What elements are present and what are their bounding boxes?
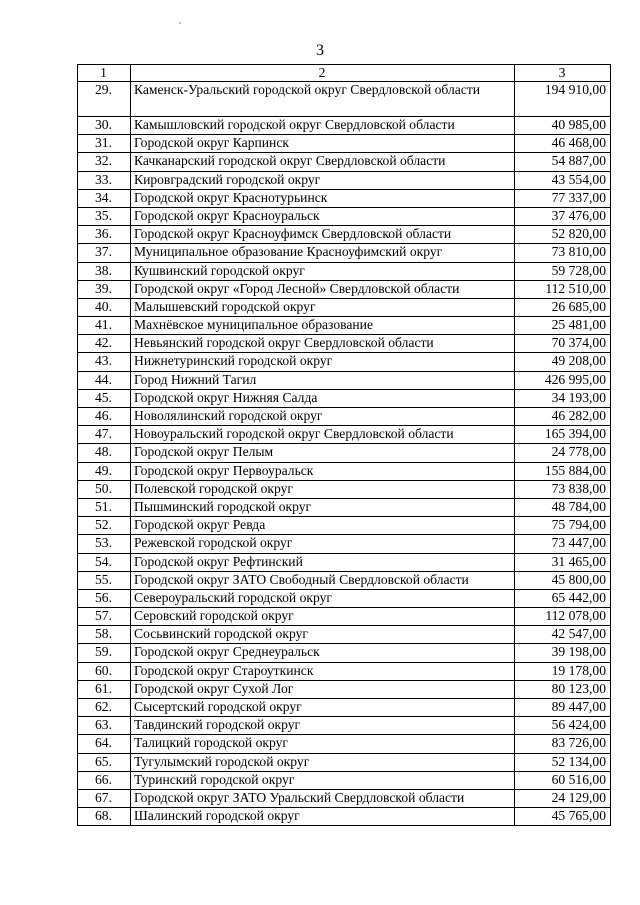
row-number: 49. <box>78 462 131 480</box>
amount-value: 45 765,00 <box>515 808 611 826</box>
row-number: 43. <box>78 353 131 371</box>
column-header-number: 1 <box>78 65 131 82</box>
amount-value: 37 476,00 <box>515 207 611 225</box>
table-row <box>78 353 611 371</box>
municipality-name: Городской округ Сухой Лог <box>131 680 515 698</box>
row-number: 38. <box>78 262 131 280</box>
table-row <box>78 171 611 189</box>
municipality-name: Городской округ Первоуральск <box>131 462 515 480</box>
municipality-name: Городской округ Среднеуральск <box>131 644 515 662</box>
amount-value: 155 884,00 <box>515 462 611 480</box>
municipality-name: Тавдинский городской округ <box>131 717 515 735</box>
table-row <box>78 189 611 207</box>
table-row <box>78 680 611 698</box>
amount-value: 46 282,00 <box>515 408 611 426</box>
row-number: 36. <box>78 226 131 244</box>
amount-value: 77 337,00 <box>515 189 611 207</box>
header-row <box>78 65 611 82</box>
row-number: 55. <box>78 571 131 589</box>
row-number: 67. <box>78 789 131 807</box>
municipality-name: Малышевский городской округ <box>131 298 515 316</box>
table-row <box>78 82 611 117</box>
table-row <box>78 480 611 498</box>
amount-value: 31 465,00 <box>515 553 611 571</box>
municipality-name: Городской округ Пелым <box>131 444 515 462</box>
row-number: 53. <box>78 535 131 553</box>
table-row <box>78 207 611 225</box>
amount-value: 83 726,00 <box>515 735 611 753</box>
amount-value: 40 985,00 <box>515 117 611 135</box>
municipality-name: Городской округ Нижняя Салда <box>131 389 515 407</box>
row-number: 57. <box>78 608 131 626</box>
table-row <box>78 789 611 807</box>
amount-value: 59 728,00 <box>515 262 611 280</box>
table-row <box>78 389 611 407</box>
municipality-name: Камышловский городской округ Свердловской области <box>131 117 515 135</box>
amount-value: 39 198,00 <box>515 644 611 662</box>
row-number: 64. <box>78 735 131 753</box>
row-number: 32. <box>78 153 131 171</box>
amount-value: 19 178,00 <box>515 662 611 680</box>
table-row <box>78 244 611 262</box>
amount-value: 194 910,00 <box>515 82 611 117</box>
table-row <box>78 462 611 480</box>
municipality-name: Городской округ Староуткинск <box>131 662 515 680</box>
municipality-name: Тугулымский городской округ <box>131 753 515 771</box>
municipality-name: Каменск-Уральский городской округ Свердловской области <box>131 82 515 117</box>
table-row <box>78 717 611 735</box>
page-number: 3 <box>316 42 324 59</box>
table-row <box>78 262 611 280</box>
municipality-name: Городской округ Краснотурьинск <box>131 189 515 207</box>
row-number: 48. <box>78 444 131 462</box>
table-row <box>78 317 611 335</box>
amount-value: 24 129,00 <box>515 789 611 807</box>
table-row <box>78 517 611 535</box>
municipality-name: Качканарский городской округ Свердловской области <box>131 153 515 171</box>
municipality-name: Пышминский городской округ <box>131 498 515 516</box>
amount-value: 426 995,00 <box>515 371 611 389</box>
municipality-name: Город Нижний Тагил <box>131 371 515 389</box>
municipality-name: Городской округ Рефтинский <box>131 553 515 571</box>
column-header-amount: 3 <box>515 65 611 82</box>
municipality-name: Новолялинский городской округ <box>131 408 515 426</box>
row-number: 41. <box>78 317 131 335</box>
table-header <box>78 65 611 82</box>
amount-value: 75 794,00 <box>515 517 611 535</box>
table-row <box>78 135 611 153</box>
municipality-name: Муниципальное образование Красноуфимский округ <box>131 244 515 262</box>
amount-value: 46 468,00 <box>515 135 611 153</box>
row-number: 65. <box>78 753 131 771</box>
municipality-name: Сысертский городской округ <box>131 699 515 717</box>
amount-value: 80 123,00 <box>515 680 611 698</box>
municipality-name: Городской округ Карпинск <box>131 135 515 153</box>
amount-value: 73 838,00 <box>515 480 611 498</box>
municipality-name: Кировградский городской округ <box>131 171 515 189</box>
table-row <box>78 644 611 662</box>
table-row <box>78 808 611 826</box>
table-row <box>78 117 611 135</box>
table-row <box>78 753 611 771</box>
row-number: 61. <box>78 680 131 698</box>
row-number: 44. <box>78 371 131 389</box>
municipality-name: Городской округ «Город Лесной» Свердловской области <box>131 280 515 298</box>
row-number: 37. <box>78 244 131 262</box>
municipality-name: Шалинский городской округ <box>131 808 515 826</box>
municipality-name: Новоуральский городской округ Свердловской области <box>131 426 515 444</box>
row-number: 35. <box>78 207 131 225</box>
table-row <box>78 153 611 171</box>
row-number: 54. <box>78 553 131 571</box>
table-row <box>78 662 611 680</box>
row-number: 51. <box>78 498 131 516</box>
table-row <box>78 535 611 553</box>
amount-value: 34 193,00 <box>515 389 611 407</box>
amount-value: 24 778,00 <box>515 444 611 462</box>
amount-value: 52 820,00 <box>515 226 611 244</box>
row-number: 68. <box>78 808 131 826</box>
column-header-name: 2 <box>131 65 515 82</box>
municipality-name: Серовский городской округ <box>131 608 515 626</box>
amount-value: 52 134,00 <box>515 753 611 771</box>
municipality-name: Режевской городской округ <box>131 535 515 553</box>
amount-value: 25 481,00 <box>515 317 611 335</box>
row-number: 30. <box>78 117 131 135</box>
table-row <box>78 735 611 753</box>
row-number: 52. <box>78 517 131 535</box>
municipality-name: Североуральский городской округ <box>131 589 515 607</box>
row-number: 34. <box>78 189 131 207</box>
row-number: 40. <box>78 298 131 316</box>
amount-value: 26 685,00 <box>515 298 611 316</box>
table-row <box>78 498 611 516</box>
municipality-name: Сосьвинский городской округ <box>131 626 515 644</box>
allocation-table <box>77 64 611 826</box>
table-row <box>78 226 611 244</box>
amount-value: 43 554,00 <box>515 171 611 189</box>
municipality-name: Городской округ ЗАТО Уральский Свердловской области <box>131 789 515 807</box>
row-number: 29. <box>78 82 131 117</box>
table-row <box>78 298 611 316</box>
table-row <box>78 589 611 607</box>
row-number: 47. <box>78 426 131 444</box>
row-number: 33. <box>78 171 131 189</box>
row-number: 46. <box>78 408 131 426</box>
municipality-name: Городской округ ЗАТО Свободный Свердловской области <box>131 571 515 589</box>
amount-value: 73 447,00 <box>515 535 611 553</box>
amount-value: 89 447,00 <box>515 699 611 717</box>
municipality-name: Городской округ Красноуральск <box>131 207 515 225</box>
table-row <box>78 371 611 389</box>
amount-value: 60 516,00 <box>515 771 611 789</box>
municipality-name: Городской округ Ревда <box>131 517 515 535</box>
amount-value: 45 800,00 <box>515 571 611 589</box>
table-row <box>78 571 611 589</box>
row-number: 62. <box>78 699 131 717</box>
table-row <box>78 608 611 626</box>
row-number: 39. <box>78 280 131 298</box>
table-row <box>78 408 611 426</box>
amount-value: 54 887,00 <box>515 153 611 171</box>
table-row <box>78 699 611 717</box>
table-row <box>78 444 611 462</box>
municipality-name: Городской округ Красноуфимск Свердловской области <box>131 226 515 244</box>
municipality-name: Кушвинский городской округ <box>131 262 515 280</box>
municipality-name: Полевской городской округ <box>131 480 515 498</box>
municipality-name: Невьянский городской округ Свердловской области <box>131 335 515 353</box>
municipality-name: Махнёвское муниципальное образование <box>131 317 515 335</box>
row-number: 59. <box>78 644 131 662</box>
amount-value: 56 424,00 <box>515 717 611 735</box>
row-number: 56. <box>78 589 131 607</box>
table-body <box>78 82 611 826</box>
table-row <box>78 553 611 571</box>
row-number: 66. <box>78 771 131 789</box>
row-number: 50. <box>78 480 131 498</box>
municipality-name: Туринский городской округ <box>131 771 515 789</box>
table-row <box>78 771 611 789</box>
table-row <box>78 280 611 298</box>
table-row <box>78 426 611 444</box>
scan-speck <box>179 22 181 24</box>
row-number: 60. <box>78 662 131 680</box>
municipality-name: Нижнетуринский городской округ <box>131 353 515 371</box>
municipality-name: Талицкий городской округ <box>131 735 515 753</box>
amount-value: 165 394,00 <box>515 426 611 444</box>
amount-value: 73 810,00 <box>515 244 611 262</box>
table-row <box>78 626 611 644</box>
amount-value: 112 078,00 <box>515 608 611 626</box>
table-row <box>78 335 611 353</box>
row-number: 63. <box>78 717 131 735</box>
amount-value: 42 547,00 <box>515 626 611 644</box>
amount-value: 48 784,00 <box>515 498 611 516</box>
row-number: 45. <box>78 389 131 407</box>
amount-value: 112 510,00 <box>515 280 611 298</box>
row-number: 58. <box>78 626 131 644</box>
amount-value: 65 442,00 <box>515 589 611 607</box>
amount-value: 49 208,00 <box>515 353 611 371</box>
amount-value: 70 374,00 <box>515 335 611 353</box>
row-number: 31. <box>78 135 131 153</box>
row-number: 42. <box>78 335 131 353</box>
